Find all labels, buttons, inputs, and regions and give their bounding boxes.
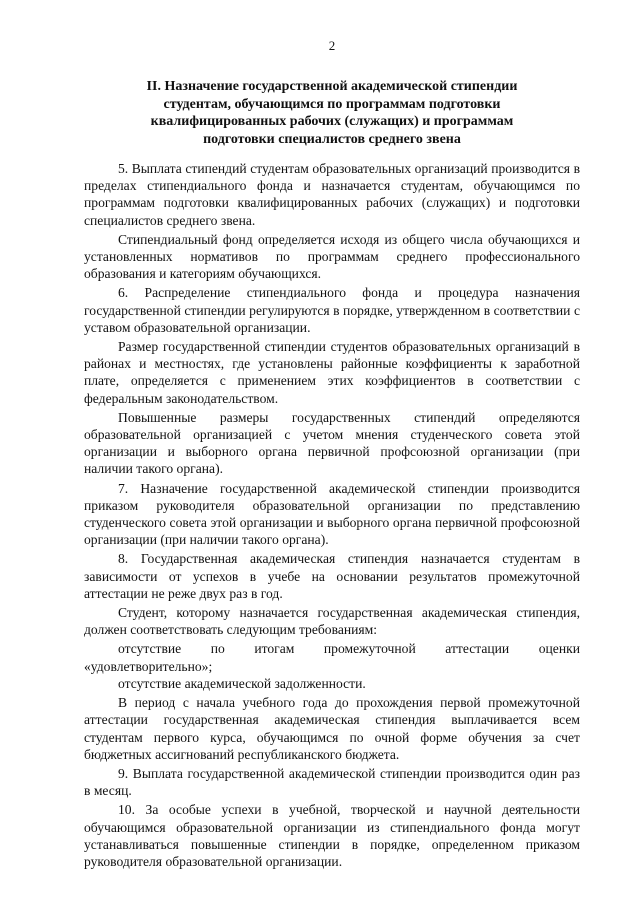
document-page bbox=[84, 38, 580, 872]
paragraph-9: 9. Выплата государственной академической стипендии производится один раз в месяц. bbox=[84, 765, 580, 799]
paragraph-6: 6. Распределение стипендиального фонда и процедура назначения государственной стипендии регулируются в порядке, утвержденном в соответствии с уставом образовательной организации. bbox=[84, 285, 580, 335]
paragraph-first-year: В период с начала учебного года до прохождения первой промежуточной аттестации государственная академическая стипендия выплачивается всем студентам первого курса, обучающимся по очной форме обучения за счет бюджетных ассигнований республиканского бюджета. bbox=[84, 695, 580, 762]
requirement-item: отсутствие академической задолженности. bbox=[118, 675, 366, 691]
page-number: 2 bbox=[328, 38, 336, 53]
paragraph-7: 7. Назначение государственной академической стипендии производится приказом руководителя образовательной организации по представлению студенческого совета этой организации и выборного органа первичной профсоюзной организации (при наличии такого органа). bbox=[84, 480, 580, 548]
paragraph-regional-coefficients: Размер государственной стипендии студентов образовательных организаций в районах и местностях, где установлены районные коэффициенты к заработной плате, определяется с применением этих коэффициентов в соответствии с федеральным законодательством. bbox=[84, 339, 580, 406]
requirement-item: отсутствие по итогам промежуточной аттестации оценки «удовлетворительно»; bbox=[84, 641, 580, 674]
paragraph-student-requirements: Студент, которому назначается государственная академическая стипендия, должен соответствовать следующим требованиям: bbox=[84, 605, 580, 638]
paragraph-5: 5. Выплата стипендий студентам образовательных организаций производится в пределах стипендиального фонда и назначается студентам, обучающимся по программам подготовки квалифицированных рабочих (служащих) и подготовки специалистов среднего звена. bbox=[84, 161, 580, 228]
heading-line: подготовки специалистов среднего звена bbox=[203, 131, 461, 147]
paragraph-increased-stipends: Повышенные размеры государственных стипендий определяются образовательной организацией с учетом мнения студенческого совета этой организации и выборного органа первичной профсоюзной организации (при наличии такого органа). bbox=[84, 409, 580, 477]
heading-line: квалифицированных рабочих (служащих) и программам bbox=[150, 114, 514, 129]
paragraph-8: 8. Государственная академическая стипендия назначается студентам в зависимости от успехов в учебе на основании результатов промежуточной аттестации не реже двух раз в год. bbox=[84, 551, 580, 601]
section-heading bbox=[84, 78, 580, 148]
paragraph-10: 10. За особые успехи в учебной, творческой и научной деятельности обучающимся образовательной организации из стипендиального фонда могут устанавливаться повышенные стипендии в порядке, определенном приказом руководителя образовательной организации. bbox=[84, 802, 580, 869]
heading-line: студентам, обучающимся по программам подготовки bbox=[163, 96, 501, 112]
heading-line: II. Назначение государственной академической стипендии bbox=[146, 79, 518, 94]
paragraph-fund: Стипендиальный фонд определяется исходя из общего числа обучающихся и установленных нормативов по программам среднего профессионального образования и категориям обучающихся. bbox=[84, 231, 580, 282]
